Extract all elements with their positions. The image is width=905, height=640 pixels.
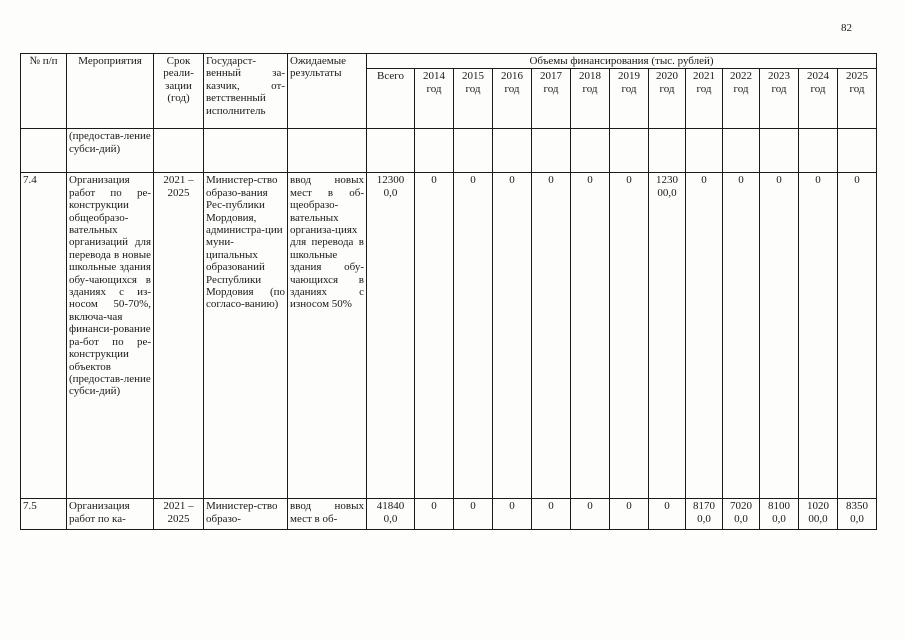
cell-num: 7.5 — [21, 499, 67, 530]
cell-year — [838, 129, 877, 173]
cell-year: 8170 0,0 — [686, 499, 723, 530]
header-year: 2015 год — [454, 69, 493, 129]
header-term: Срок реали-зации (год) — [154, 54, 204, 129]
header-year: 2024 год — [799, 69, 838, 129]
header-total: Всего — [367, 69, 415, 129]
cell-year: 0 — [686, 173, 723, 499]
cell-total: 12300 0,0 — [367, 173, 415, 499]
cell-year: 0 — [532, 499, 571, 530]
cell-year — [571, 129, 610, 173]
header-year: 2019 год — [610, 69, 649, 129]
header-year: 2016 год — [493, 69, 532, 129]
cell-year: 7020 0,0 — [723, 499, 760, 530]
header-customer: Государст-венный за-казчик, от-ветственный исполнитель — [204, 54, 288, 129]
cell-results — [288, 129, 367, 173]
cell-total: 41840 0,0 — [367, 499, 415, 530]
table-row — [21, 499, 877, 530]
cell-year — [532, 129, 571, 173]
cell-year — [610, 129, 649, 173]
cell-num: 7.4 — [21, 173, 67, 499]
cell-results: ввод новых мест в об- — [288, 499, 367, 530]
header-year: 2025 год — [838, 69, 877, 129]
cell-year — [493, 129, 532, 173]
cell-event: (предостав-ление субси-дий) — [67, 129, 154, 173]
header-year: 2018 год — [571, 69, 610, 129]
header-year: 2022 год — [723, 69, 760, 129]
header-year: 2017 год — [532, 69, 571, 129]
cell-results: ввод новых мест в об-щеобразо-вательных организа-циях для перевода в школьные здания обу-чающихся в зданиях с износом 50% — [288, 173, 367, 499]
page-number: 82 — [841, 22, 852, 34]
cell-year: 0 — [723, 173, 760, 499]
cell-term: 2021 – 2025 — [154, 173, 204, 499]
cell-year: 0 — [493, 499, 532, 530]
cell-year: 0 — [454, 173, 493, 499]
cell-year — [415, 129, 454, 173]
cell-year: 0 — [610, 173, 649, 499]
funding-table — [20, 53, 877, 530]
cell-num — [21, 129, 67, 173]
cell-term: 2021 – 2025 — [154, 499, 204, 530]
cell-year: 0 — [454, 499, 493, 530]
cell-event: Организация работ по ка- — [67, 499, 154, 530]
cell-year: 0 — [610, 499, 649, 530]
cell-year: 0 — [532, 173, 571, 499]
cell-customer: Министер-ство образо-вания Рес-публики Мордовия, администра-ции муни-ципальных образований Республики Мордовия (по согласо-ванию) — [204, 173, 288, 499]
table-row — [21, 129, 877, 173]
cell-customer — [204, 129, 288, 173]
cell-year: 8100 0,0 — [760, 499, 799, 530]
header-year: 2014 год — [415, 69, 454, 129]
cell-year — [649, 129, 686, 173]
cell-year: 0 — [760, 173, 799, 499]
header-results: Ожидаемые результаты — [288, 54, 367, 129]
cell-year: 0 — [799, 173, 838, 499]
cell-event: Организация работ по ре-конструкции общеобразо-вательных организаций для перевода в новые школьные здания обу-чающихся в зданиях с из-носом 50-70%, включа-чая финанси-рование ра-бот по ре-конструкции объектов (предостав-ление субси-дий) — [67, 173, 154, 499]
cell-year: 0 — [571, 173, 610, 499]
header-event: Мероприятия — [67, 54, 154, 129]
cell-year — [760, 129, 799, 173]
cell-year: 0 — [571, 499, 610, 530]
header-funding: Объемы финансирования (тыс. рублей) — [367, 54, 877, 69]
cell-year — [799, 129, 838, 173]
cell-year — [454, 129, 493, 173]
header-year: 2020 год — [649, 69, 686, 129]
cell-customer: Министер-ство образо- — [204, 499, 288, 530]
cell-year: 8350 0,0 — [838, 499, 877, 530]
cell-year: 0 — [415, 499, 454, 530]
cell-total — [367, 129, 415, 173]
cell-year: 0 — [838, 173, 877, 499]
table-row — [21, 173, 877, 499]
cell-term — [154, 129, 204, 173]
cell-year: 0 — [493, 173, 532, 499]
header-row — [21, 54, 877, 69]
header-num: № п/п — [21, 54, 67, 129]
header-year: 2023 год — [760, 69, 799, 129]
cell-year: 1020 00,0 — [799, 499, 838, 530]
cell-year: 0 — [415, 173, 454, 499]
cell-year: 1230 00,0 — [649, 173, 686, 499]
cell-year — [686, 129, 723, 173]
header-year: 2021 год — [686, 69, 723, 129]
cell-year: 0 — [649, 499, 686, 530]
cell-year — [723, 129, 760, 173]
